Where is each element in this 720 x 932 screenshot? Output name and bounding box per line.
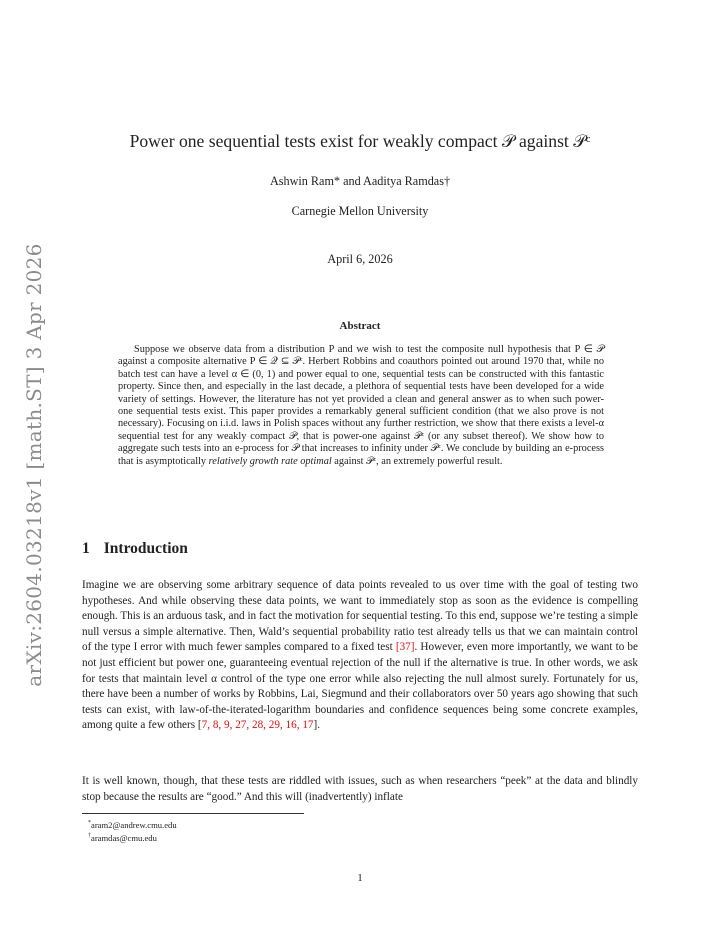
para1-text: Imagine we are observing some arbitrary sequence of data points revealed to us over time with the goal of testing two hypotheses. And while observing these data points, we want to immediately stop as soon as the evidence is compelling enough. This is an arduous task, and in fact the motivation for sequential testing. To this end, suppose we’re testing a simple null versus a simple alternative. Then, Wald’s sequential probability ratio test already tells us that we can maintain control of the type I error with much fewer samples compared to a fixed test [82,579,638,654]
abstract-text-end: against 𝒫ᶜ, an extremely powerful result. [331,455,503,467]
citation-bracket-close: ] [313,719,318,732]
arxiv-identifier: arXiv:2604.03218v1 [math.ST] 3 Apr 2026 [22,243,46,687]
paper-authors: Ashwin Ram* and Aaditya Ramdas† [269,174,451,188]
paper-date: April 6, 2026 [327,252,393,266]
footnote-rule [82,813,304,814]
citation-bracket-open: [ [197,719,202,732]
footnote-1 [88,818,177,831]
section-title: Introduction [103,540,188,557]
para1-end: . [317,719,321,732]
intro-paragraph-1 [82,578,638,734]
footnote-2-mark: † [88,832,91,839]
abstract-body [118,344,604,468]
footnote-1-text: aram2@andrew.cmu.edu [91,819,177,830]
footnote-2-text: aramdas@cmu.edu [91,832,157,843]
citation-links[interactable]: 7, 8, 9, 27, 28, 29, 16, 17 [201,719,314,732]
abstract-heading: Abstract [339,320,381,332]
abstract-italic-text: relatively growth rate optimal [208,455,332,467]
footnotes [88,818,177,844]
arxiv-sidebar [18,243,50,687]
abstract-text: Suppose we observe data from a distribution P and we wish to test the composite null hypothesis that P ∈ 𝒫 against a composite alternative P ∈ 𝒬 ⊆ 𝒫ᶜ. Herbert Robbins and coauthors pointed out around 1970 that, while no batch test can have a level α ∈ (0, 1) and power equal to one, sequential tests can be constructed with this fantastic property. Since then, and especially in the last decade, a plethora of sequential tests have been developed for a wide variety of settings. However, the literature has not yet provided a clean and general answer as to when such power-one sequential tests exist. This paper provides a remarkably general sufficient condition (that we also prove is not necessary). Focusing on i.i.d. laws in Polish spaces without any further restriction, we show that there exists a level-α sequential test for any weakly compact 𝒫, that is power-one against 𝒫ᶜ (or any subset thereof). We show how to aggregate such tests into an e-process for 𝒫 that increases to infinity under 𝒫ᶜ. We conclude by building an e-process that is asymptotically [118,344,604,467]
para1-text-2: . However, even more importantly, we want to be not just efficient but power one, guaranteeing eventual rejection of the null if the alternative is true. In other words, we ask for tests that maintain level α control of the type one error while also rejecting the null almost surely. Fortunately for us, there have been a number of works by Robbins, Lai, Siegmund and their collaborators over 50 years ago showing that such tests can exist, with law-of-the-iterated-logarithm boundaries and confidence sequences being some concrete examples, among quite a few others [82,641,638,732]
paper-affiliation: Carnegie Mellon University [291,204,429,218]
section-heading [82,540,188,558]
citation-link[interactable]: [37] [395,641,415,654]
paper-title: Power one sequential tests exist for weakly compact 𝒫 against 𝒫ᶜ [129,131,591,151]
section-number: 1 [82,540,90,557]
footnote-1-mark: * [88,820,91,826]
footnote-2 [88,831,177,844]
page-number: 1 [357,872,363,884]
intro-paragraph-2: It is well known, though, that these tests are riddled with issues, such as when researchers “peek” at the data and blindly stop because the results are “good.” And this will (inadvertently) inflate [82,775,638,803]
